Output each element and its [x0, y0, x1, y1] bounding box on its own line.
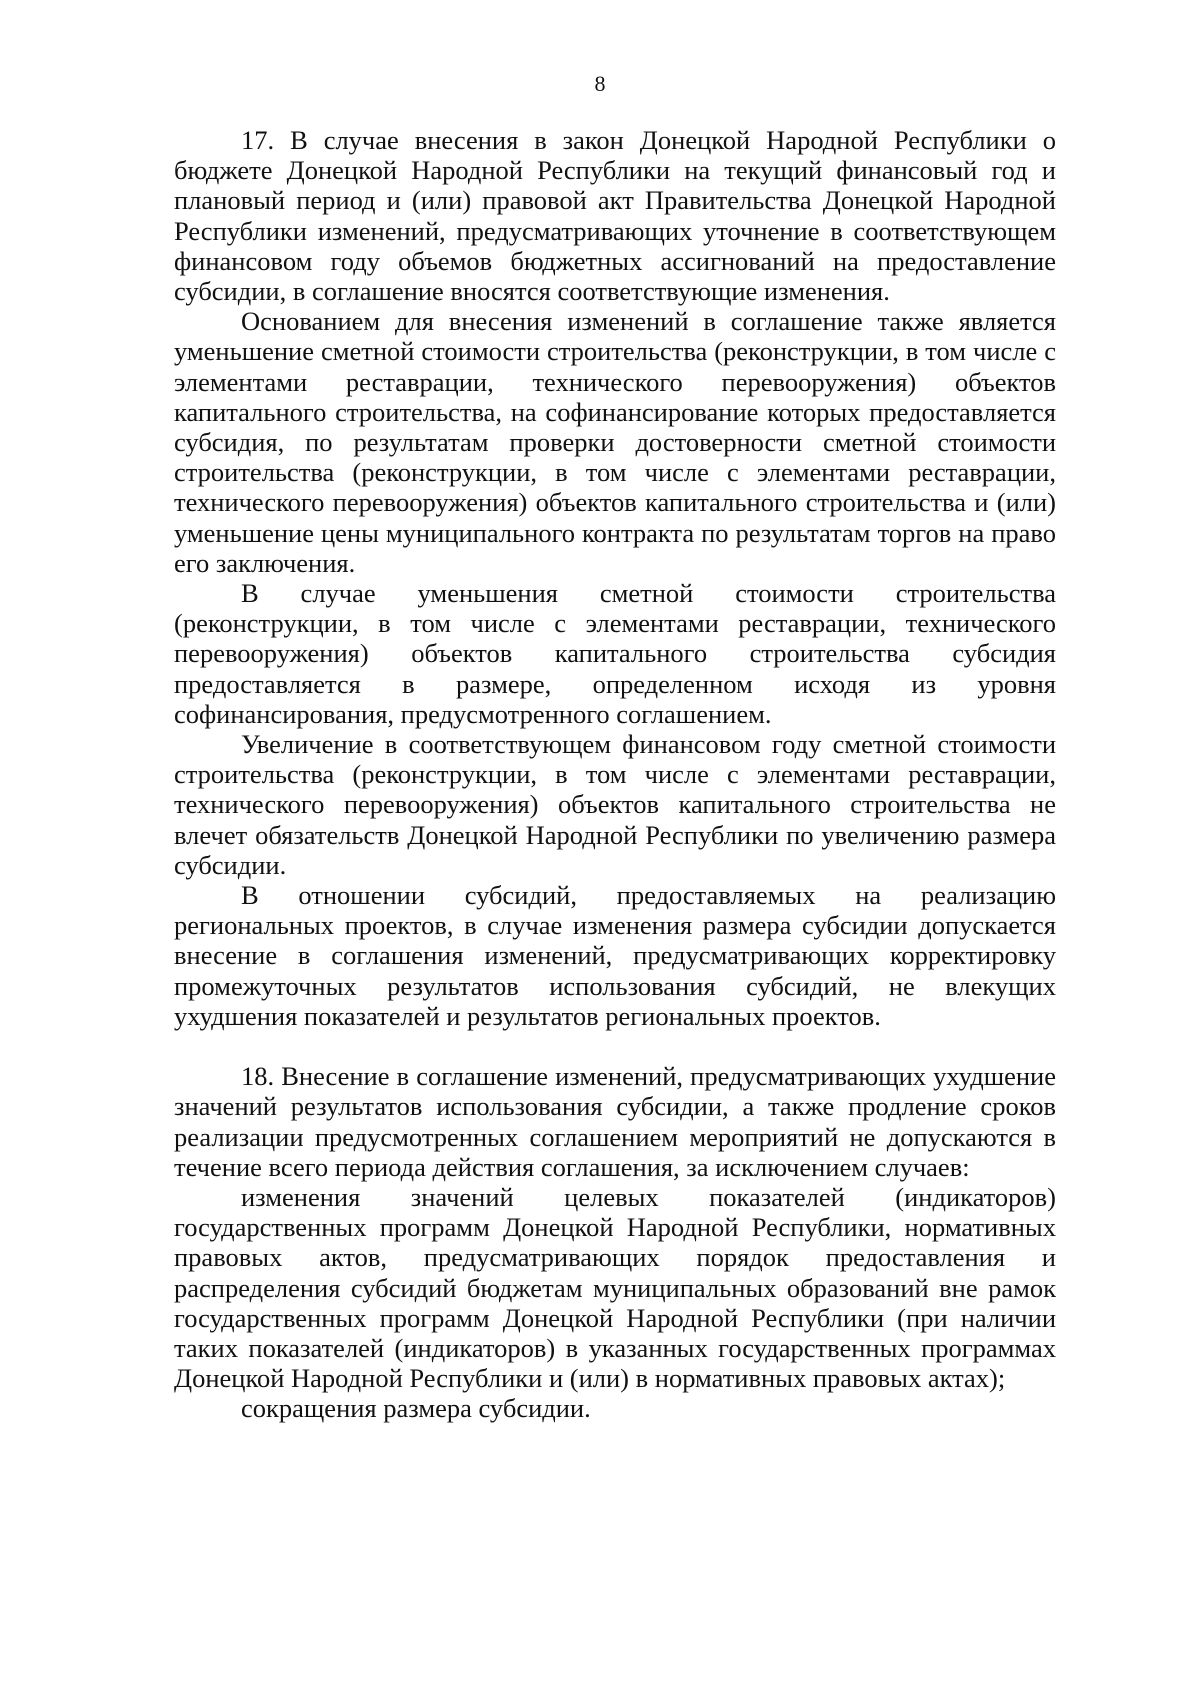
paragraph-17-grounds: Основанием для внесения изменений в соглашение также является уменьшение сметной стоимости строительства (реконструкции, в том числе с элементами реставрации, технического перевооружения) объектов капитального строительства, на софинансирование которых предоставляется субсидия, по результатам проверки достоверности сметной стоимости строительства (реконструкции, в том числе с элементами реставрации, технического перевооружения) объектов капитального строительства и (или) уменьшение цены муниципального контракта по результатам торгов на право его заключения. — [174, 306, 1056, 578]
paragraph-18-intro: 18. Внесение в соглашение изменений, предусматривающих ухудшение значений результатов использования субсидии, а также продление сроков реализации предусмотренных соглашением мероприятий не допускаются в течение всего периода действия соглашения, за исключением случаев: — [174, 1061, 1056, 1182]
page-number: 8 — [594, 71, 606, 96]
paragraph-18-exception-indicators: изменения значений целевых показателей (индикаторов) государственных программ Донецкой Народной Республики, нормативных правовых актов, предусматривающих порядок предоставления и распределения субсидий бюджетам муниципальных образований вне рамок государственных программ Донецкой Народной Республики (при наличии таких показателей (индикаторов) в указанных государственных программах Донецкой Народной Республики и (или) в нормативных правовых актах); — [174, 1181, 1056, 1394]
paragraph-18-exception-reduction: сокращения размера субсидии. — [241, 1393, 591, 1424]
paragraph-17-cost-increase: Увеличение в соответствующем финансовом году сметной стоимости строительства (реконструкции, в том числе с элементами реставрации, технического перевооружения) объектов капитального строительства не влечет обязательств Донецкой Народной Республики по увеличению размера субсидии. — [174, 729, 1056, 880]
paragraph-17-cost-reduction: В случае уменьшения сметной стоимости строительства (реконструкции, в том числе с элементами реставрации, технического перевооружения) объектов капитального строительства субсидия предоставляется в размере, определенном исходя из уровня софинансирования, предусмотренного соглашением. — [174, 578, 1056, 729]
paragraph-17-intro: 17. В случае внесения в закон Донецкой Народной Республики о бюджете Донецкой Народной Республики на текущий финансовый год и плановый период и (или) правовой акт Правительства Донецкой Народной Республики изменений, предусматривающих уточнение в соответствующем финансовом году объемов бюджетных ассигнований на предоставление субсидии, в соглашение вносятся соответствующие изменения. — [174, 125, 1056, 307]
paragraph-17-regional-projects: В отношении субсидий, предоставляемых на реализацию региональных проектов, в случае изменения размера субсидии допускается внесение в соглашения изменений, предусматривающих корректировку промежуточных результатов использования субсидий, не влекущих ухудшения показателей и результатов региональных проектов. — [174, 880, 1056, 1031]
document-body — [174, 125, 1056, 1424]
